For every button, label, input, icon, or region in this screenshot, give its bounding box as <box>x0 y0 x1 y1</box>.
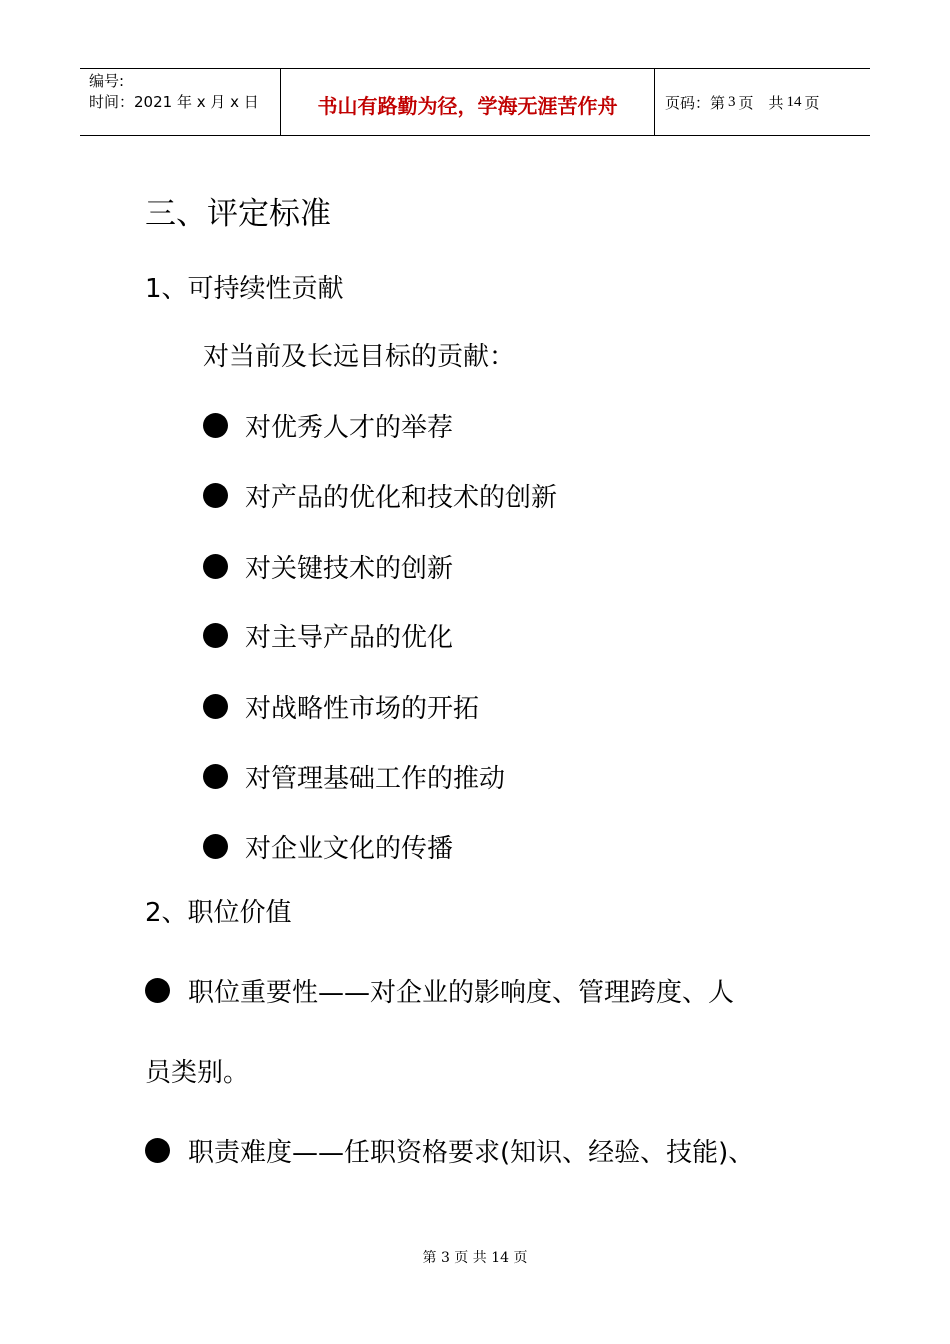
page-footer: 第 3 页 共 14 页 <box>422 1250 528 1266</box>
item2-title: 2、职位价值 <box>145 898 292 928</box>
item2-para2 <box>145 1132 754 1169</box>
bullet-icon <box>145 978 170 1003</box>
item2-para1 <box>145 972 734 1009</box>
header-motto-cell <box>281 69 655 135</box>
page-suffix: 页 <box>804 93 820 112</box>
para1-line1: 职位重要性——对企业的影响度、管理跨度、人 <box>188 978 735 1008</box>
item1-lead: 对当前及长远目标的贡献： <box>203 342 516 372</box>
bullet-item <box>203 688 479 725</box>
bullet-text: 对企业文化的传播 <box>245 834 454 864</box>
page-total: 14 <box>786 93 802 110</box>
page-header <box>80 68 870 136</box>
bullet-icon <box>203 834 228 859</box>
para2-line1: 职责难度——任职资格要求(知识、经验、技能)、 <box>188 1138 755 1168</box>
page-current: 3 <box>728 93 736 110</box>
number-label: 编号: <box>89 72 125 90</box>
item2-para1-continued: 员类别。 <box>145 1058 250 1088</box>
bullet-item <box>203 758 505 795</box>
bullet-item <box>203 407 453 444</box>
item1-title: 1、可持续性贡献 <box>145 274 344 304</box>
header-page-info <box>655 69 870 135</box>
section-title: 三、评定标准 <box>145 196 331 232</box>
bullet-icon <box>203 483 228 508</box>
bullet-icon <box>145 1138 170 1163</box>
bullet-icon <box>203 764 228 789</box>
bullet-item <box>203 617 453 654</box>
time-label: 时间：2021 年 x 月 x 日 <box>89 93 259 111</box>
bullet-icon <box>203 694 228 719</box>
bullet-text: 对优秀人才的举荐 <box>245 413 454 443</box>
bullet-item <box>203 548 453 585</box>
page-prefix: 页码：第 <box>665 93 726 112</box>
bullet-item <box>203 828 453 865</box>
bullet-item <box>203 477 557 514</box>
header-meta <box>80 69 281 135</box>
bullet-icon <box>203 554 228 579</box>
bullet-text: 对主导产品的优化 <box>245 623 454 653</box>
bullet-icon <box>203 623 228 648</box>
bullet-text: 对战略性市场的开拓 <box>245 694 480 724</box>
bullet-icon <box>203 413 228 438</box>
bullet-text: 对管理基础工作的推动 <box>245 764 506 794</box>
page-mid: 页 共 <box>738 93 784 112</box>
motto: 书山有路勤为径，学海无涯苦作舟 <box>317 93 618 118</box>
bullet-text: 对产品的优化和技术的创新 <box>245 483 558 513</box>
bullet-text: 对关键技术的创新 <box>245 554 454 584</box>
